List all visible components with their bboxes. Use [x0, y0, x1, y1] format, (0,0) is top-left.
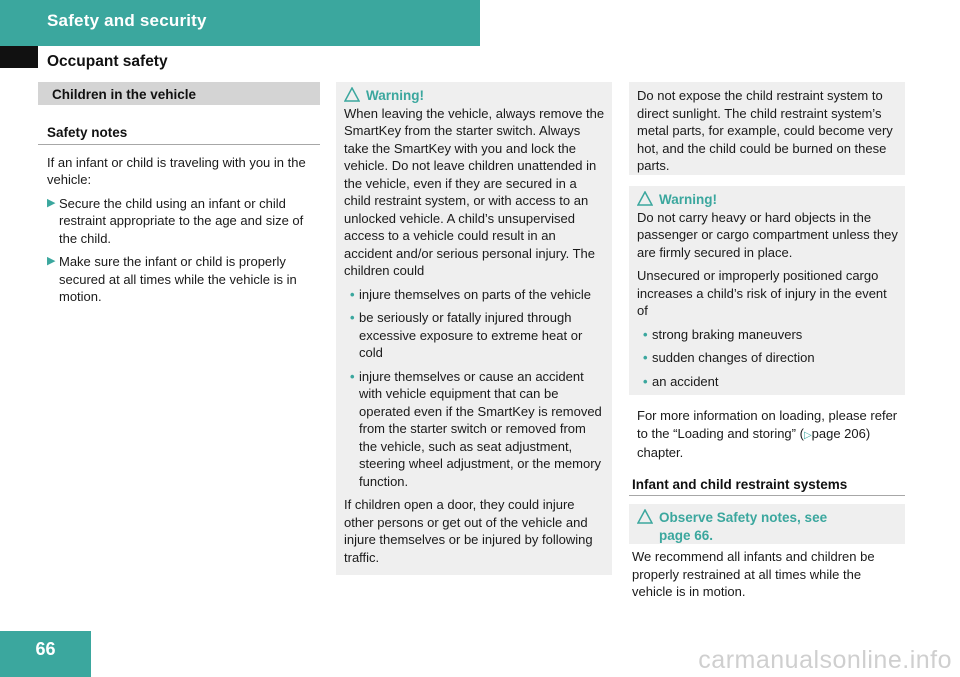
- warning-text: When leaving the vehicle, always remove the SmartKey from the starter switch. Always take the SmartKey with you and lock the vehicle. Do not leave children unattended in the vehicle, even if they are secured in a child restraint system, or with access to an unlocked vehicle. A child’s unsupervised access to a vehicle could result in an accident and/or serious personal injury. The children could: [344, 105, 605, 278]
- observe-heading: [637, 509, 899, 544]
- step-text: Make sure the infant or child is properly secured at all times while the vehicle is in motion.: [59, 254, 297, 304]
- header-title: Safety and security: [47, 11, 207, 30]
- warning-text: Do not carry heavy or hard objects in the passenger or cargo compartment unless they are firmly secured in place.: [637, 209, 898, 260]
- recommend-text: We recommend all infants and children be properly restrained at all times while the vehicle is in motion.: [632, 549, 875, 599]
- loading-info-text: [629, 407, 905, 462]
- step-item: [38, 195, 320, 248]
- page-number: 66: [35, 639, 56, 659]
- triangle-arrow-icon: ▶: [47, 196, 56, 209]
- section-bar: Children in the vehicle: [38, 82, 320, 105]
- column-middle: [336, 82, 612, 575]
- warning-title: Warning!: [366, 88, 424, 103]
- warning-text: Unsecured or improperly positioned cargo increases a child’s risk of injury in the event of: [637, 268, 887, 318]
- page-reference-link[interactable]: page 206): [811, 425, 871, 441]
- page-number-box: [0, 631, 91, 677]
- warning-bullet: • an accident: [643, 373, 719, 389]
- intro-text: If an infant or child is traveling with you in the vehicle:: [47, 154, 306, 187]
- warning-closing-text: If children open a door, they could injure other persons or get out of the vehicle and injure themselves or be injured by following traffic.: [344, 497, 593, 565]
- warning-bullet: • injure themselves or cause an accident with vehicle equipment that can be operated even if the SmartKey is removed from the starter switch or removed from the vehicle, such as seat adjustment, steering wheel adjustment, or the memory function.: [350, 368, 602, 489]
- warning-heading: [637, 191, 899, 209]
- warning-bullet: • be seriously or fatally injured through excessive exposure to extreme heat or cold: [350, 310, 583, 360]
- safety-notes-heading: Safety notes: [38, 124, 320, 145]
- observe-title[interactable]: Observe Safety notes, see page 66.: [659, 510, 828, 543]
- header-tab-marker: [0, 46, 38, 68]
- warning-bullet: • injure themselves on parts of the vehicle: [350, 286, 591, 302]
- warning-panel-children: [336, 82, 612, 575]
- sunlight-note-text: Do not expose the child restraint system to direct sunlight. The child restraint system’s metal parts, for example, could become very hot, and the child could be burned on these parts.: [637, 88, 893, 173]
- step-text: Secure the child using an infant or child restraint appropriate to the age and size of the child.: [59, 195, 304, 246]
- page-reference-arrow-icon: ▷: [803, 429, 812, 441]
- info-text-before: For more information on loading, please refer to the “Loading and storing” (: [637, 408, 898, 441]
- restraint-systems-heading: Infant and child restraint systems: [629, 476, 905, 497]
- warning-heading: [344, 87, 606, 105]
- triangle-arrow-icon: ▶: [47, 255, 56, 267]
- warning-panel-cargo: [629, 186, 905, 395]
- column-left: [38, 82, 320, 306]
- watermark: carmanualsonline.info: [698, 646, 952, 674]
- bullet-text: sudden changes of direction: [652, 350, 815, 365]
- bullet-text: injure themselves on parts of the vehicle: [359, 286, 591, 302]
- observe-panel: [629, 504, 905, 544]
- bullet-text: injure themselves or cause an accident with vehicle equipment that can be operated even if the SmartKey is removed from the starter switch or removed from the vehicle, such as seat adjustment, steering wheel adjustment, or the memory function.: [359, 368, 602, 489]
- warning-triangle-icon: [344, 87, 366, 104]
- bullet-text: be seriously or fatally injured through excessive exposure to extreme heat or cold: [359, 310, 583, 360]
- info-text-after: chapter.: [637, 445, 684, 460]
- warning-bullet: • strong braking maneuvers: [643, 326, 803, 342]
- bullet-text: an accident: [652, 373, 719, 389]
- warning-bullet: • sudden changes of direction: [643, 350, 815, 365]
- sunlight-note-panel: [629, 82, 905, 175]
- column-right: [629, 82, 905, 601]
- warning-triangle-icon: [637, 191, 659, 208]
- warning-triangle-icon: [637, 509, 659, 526]
- bullet-text: strong braking maneuvers: [652, 326, 803, 342]
- section-subtitle: Occupant safety: [47, 53, 168, 70]
- warning-title: Warning!: [659, 192, 717, 207]
- header-bar: [0, 0, 480, 46]
- step-item: [38, 253, 320, 306]
